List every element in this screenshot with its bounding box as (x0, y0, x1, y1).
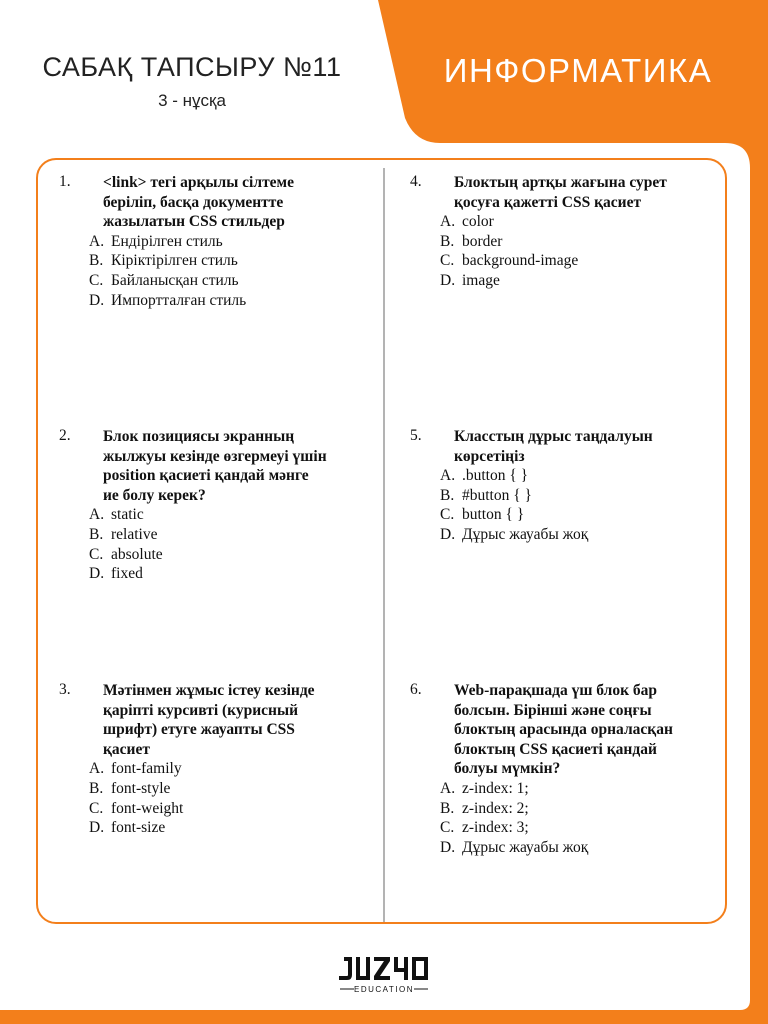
option-text: static (111, 506, 144, 524)
option-text: background-image (462, 252, 579, 270)
option-text: Дұрыс жауабы жоқ (462, 838, 589, 856)
option-text: font-style (111, 779, 171, 797)
option-text: Кіріктірілген стиль (111, 252, 238, 270)
option-letter: B. (89, 525, 104, 543)
option-text: relative (111, 525, 158, 543)
options-list (38, 232, 328, 310)
option-a (440, 779, 679, 799)
option-text: border (462, 232, 503, 250)
option-letter: D. (89, 819, 105, 837)
question-number: 1. (59, 173, 71, 190)
option-c (89, 271, 328, 291)
option-b (89, 525, 328, 545)
option-text: #button { } (462, 486, 532, 504)
option-c (440, 818, 679, 838)
question-number: 4. (410, 173, 422, 190)
lesson-title: САБАҚ ТАПСЫРУ №11 (42, 52, 342, 82)
option-a (440, 212, 679, 232)
option-c (89, 545, 328, 565)
options-list (389, 466, 679, 544)
question-5 (389, 427, 679, 545)
options-list (389, 212, 679, 290)
option-letter: D. (440, 271, 456, 289)
option-a (89, 232, 328, 252)
option-text: Импортталған стиль (111, 291, 247, 309)
option-letter: C. (440, 506, 455, 524)
option-text: z-index: 2; (462, 799, 529, 817)
options-list (389, 779, 679, 857)
option-letter: C. (89, 799, 104, 817)
column-divider (383, 168, 385, 922)
option-text: font-family (111, 760, 182, 778)
option-b (440, 799, 679, 819)
juzo-education-logo (334, 951, 434, 1000)
option-text: button { } (462, 506, 525, 524)
option-letter: A. (89, 232, 105, 250)
option-d (440, 525, 679, 545)
option-b (89, 779, 328, 799)
variant-label: 3 - нұсқа (158, 91, 226, 110)
option-d (440, 271, 679, 291)
question-text: <link> тегі арқылы сілтеме беріліп, басқа документте жазылатын CSS стильдер (103, 174, 294, 231)
option-a (89, 759, 328, 779)
option-letter: C. (89, 271, 104, 289)
option-letter: D. (89, 291, 105, 309)
option-d (89, 564, 328, 584)
option-text: font-weight (111, 799, 184, 817)
option-a (440, 466, 679, 486)
question-text: Класстың дұрыс таңдалуын көрсетіңіз (454, 428, 653, 465)
option-letter: C. (89, 545, 104, 563)
option-letter: C. (440, 252, 455, 270)
option-letter: C. (440, 819, 455, 837)
question-number: 6. (410, 681, 422, 698)
question-6 (389, 681, 679, 857)
option-text: font-size (111, 819, 166, 837)
option-text: .button { } (462, 467, 529, 485)
option-letter: D. (440, 525, 456, 543)
question-1 (38, 173, 328, 310)
option-d (89, 818, 328, 838)
option-letter: D. (89, 565, 105, 583)
option-text: absolute (111, 545, 163, 563)
question-text: Блок позициясы экранның жылжуы кезінде өзгермеуі үшін position қасиеті қандай мәнге ие болу керек? (103, 428, 327, 504)
question-number: 5. (410, 427, 422, 444)
option-b (440, 232, 679, 252)
question-head (389, 681, 679, 779)
option-text: color (462, 213, 494, 231)
option-b (89, 251, 328, 271)
option-text: z-index: 3; (462, 819, 529, 837)
question-text: Мәтінмен жұмыс істеу кезінде қаріпті курсивті (курисный шрифт) етуге жауапты CSS қасиет (103, 682, 315, 758)
option-d (89, 291, 328, 311)
question-head (38, 427, 328, 505)
question-head (38, 681, 328, 759)
question-head (389, 173, 679, 212)
question-3 (38, 681, 328, 838)
option-c (440, 505, 679, 525)
options-list (38, 759, 328, 837)
question-head (38, 173, 328, 232)
option-letter: A. (89, 760, 105, 778)
option-letter: B. (440, 799, 455, 817)
question-2 (38, 427, 328, 584)
option-letter: A. (89, 506, 105, 524)
option-text: Байланысқан стиль (111, 271, 239, 289)
option-b (440, 486, 679, 506)
question-text: Блоктың артқы жағына сурет қосуға қажетті CSS қасиет (454, 174, 667, 211)
option-text: fixed (111, 565, 143, 583)
option-d (440, 838, 679, 858)
questions-card (36, 158, 727, 924)
question-number: 2. (59, 427, 71, 444)
option-letter: A. (440, 467, 456, 485)
question-head (389, 427, 679, 466)
logo-mark (334, 951, 434, 995)
option-letter: A. (440, 779, 456, 797)
subject-title: ИНФОРМАТИКА (443, 52, 713, 89)
option-a (89, 505, 328, 525)
options-list (38, 505, 328, 583)
option-text: Дұрыс жауабы жоқ (462, 525, 589, 543)
option-letter: B. (440, 232, 455, 250)
option-c (89, 799, 328, 819)
option-c (440, 251, 679, 271)
question-text: Web-парақшада үш блок бар болсын. Бірінші және соңғы блоктың арасында орналасқан блоктың CSS қасиеті қандай болуы мүмкін? (454, 682, 673, 778)
question-4 (389, 173, 679, 291)
option-text: image (462, 271, 500, 289)
option-letter: B. (89, 252, 104, 270)
header-left (0, 52, 384, 111)
question-number: 3. (59, 681, 71, 698)
option-text: z-index: 1; (462, 779, 529, 797)
option-text: Ендірілген стиль (111, 232, 223, 250)
option-letter: B. (89, 779, 104, 797)
svg-text:EDUCATION: EDUCATION (353, 985, 415, 994)
option-letter: A. (440, 213, 456, 231)
option-letter: D. (440, 838, 456, 856)
option-letter: B. (440, 486, 455, 504)
